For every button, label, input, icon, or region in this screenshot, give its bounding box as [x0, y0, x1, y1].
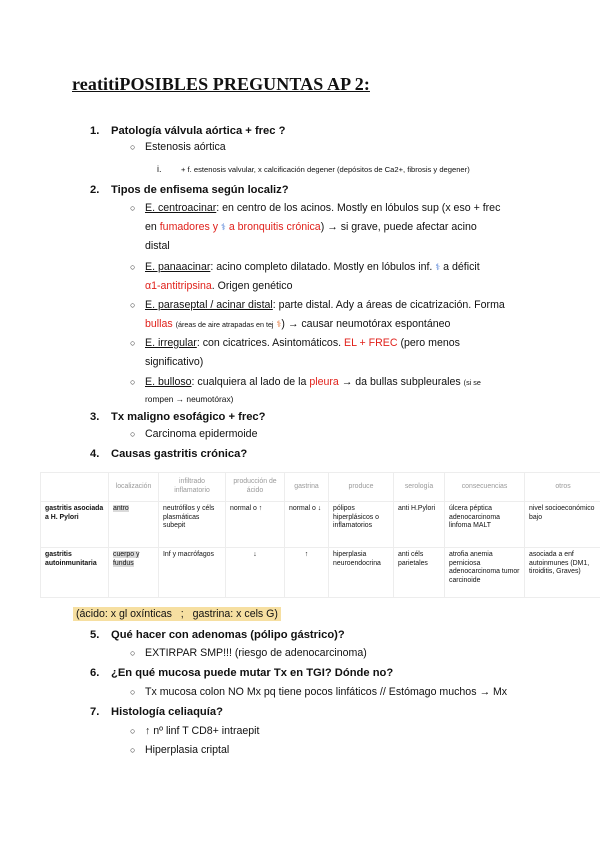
bullet-q7-2: ○ Hiperplasia criptal [130, 744, 230, 756]
table-cell: hiperplasia neuroendocrina [329, 548, 394, 598]
table-header: localización [109, 473, 159, 502]
table-cell: ↑ [285, 548, 329, 598]
highlight-note: (ácido: x gl oxínticas ; gastrina: x cels G) [73, 607, 281, 621]
table-cell: atrofia anemia perniciosa adenocarcinoma tumor carcinoide [445, 548, 525, 598]
lungs-icon: ⚕ [435, 262, 441, 272]
page-title: reatitiPOSIBLES PREGUNTAS AP 2: [72, 74, 370, 94]
table-cell: anti céls parietales [394, 548, 445, 598]
bullet-q3-1: ○ Carcinoma epidermoide [130, 428, 258, 440]
line-paraseptal-2: bullas (áreas de aire atrapadas en tej ⚕) → causar neumotórax espontáneo [145, 318, 451, 330]
table-cell: neutrófilos y céls plasmáticas subepit [159, 502, 226, 548]
table-cell: cuerpo y fundus [109, 548, 159, 598]
table-header: consecuencias [445, 473, 525, 502]
table-header-row [41, 473, 600, 502]
line-centroacinar-3: distal [145, 240, 170, 252]
lungs-icon: ⚕ [220, 222, 226, 232]
line-centroacinar-2: en fumadores y ⚕ a bronquitis crónica) → si grave, puede afectar acino [145, 221, 477, 233]
table-row [41, 502, 600, 548]
table-header: gastrina [285, 473, 329, 502]
bullet-q5-1: ○ EXTIRPAR SMP!!! (riesgo de adenocarcinoma) [130, 647, 367, 659]
subitem-q1: i. + f. estenosis valvular, x calcificación degener (depósitos de Ca2+, fibrosis y degener) [157, 164, 470, 174]
bullet-q6-1: ○ Tx mucosa colon NO Mx pq tiene pocos linfáticos // Estómago muchos → Mx [130, 686, 508, 698]
bullet-bulloso: ○ E. bulloso: cualquiera al lado de la pleura → da bullas subpleurales (si se [130, 376, 481, 388]
question-6: 6. ¿En qué mucosa puede mutar Tx en TGI? Dónde no? [90, 667, 394, 679]
table-cell: nivel socioeconómico bajo [525, 502, 600, 548]
table-cell: pólipos hiperplásicos o inflamatorios [329, 502, 394, 548]
table-header: otros [525, 473, 600, 502]
question-2: 2. Tipos de enfisema según localiz? [90, 184, 289, 196]
table-header: serología [394, 473, 445, 502]
bullet-q7-1: ○ ↑ nº linf T CD8+ intraepit [130, 725, 260, 737]
question-5: 5. Qué hacer con adenomas (pólipo gástrico)? [90, 629, 345, 641]
table-cell: asociada a enf autoinmunes (DM1, tiroiditis, Graves) [525, 548, 600, 598]
bullet-centroacinar: ○ E. centroacinar: en centro de los acinos. Mostly en lóbulos sup (x eso + frec [130, 202, 501, 214]
bullet-q1-1: ○ Estenosis aórtica [130, 141, 226, 153]
table-cell: Inf y macrófagos [159, 548, 226, 598]
gastritis-table [40, 472, 600, 598]
table-row [41, 548, 600, 598]
question-7: 7. Histología celiaquía? [90, 706, 223, 718]
question-1: 1. Patología válvula aórtica + frec ? [90, 125, 286, 137]
table-cell: antro [109, 502, 159, 548]
table-header: infiltrado inflamatorio [159, 473, 226, 502]
bullet-paraseptal: ○ E. paraseptal / acinar distal: parte distal. Ady a áreas de cicatrización. Forma [130, 299, 505, 311]
table-cell: normal o ↓ [285, 502, 329, 548]
question-4: 4. Causas gastritis crónica? [90, 448, 248, 460]
line-panacinar-2: α1-antitripsina. Origen genético [145, 280, 293, 292]
line-irregular-2: significativo) [145, 356, 204, 368]
table-cell: anti H.Pylori [394, 502, 445, 548]
lungs-icon: ⚕ [276, 319, 282, 329]
table-cell: gastritis autoinmunitaria [41, 548, 109, 598]
question-3: 3. Tx maligno esofágico + frec? [90, 411, 266, 423]
table-cell: ↓ [226, 548, 285, 598]
table-cell: gastritis asociada a H. Pylori [41, 502, 109, 548]
bullet-panacinar: ○ E. panaacinar: acino completo dilatado. Mostly en lóbulos inf. ⚕ a déficit [130, 261, 480, 273]
table-header [41, 473, 109, 502]
bullet-irregular: ○ E. irregular: con cicatrices. Asintomáticos. EL + FREC (pero menos [130, 337, 460, 349]
table-cell: normal o ↑ [226, 502, 285, 548]
table-cell: úlcera péptica adenocarcinoma linfoma MALT [445, 502, 525, 548]
line-bulloso-2: rompen → neumotórax) [145, 394, 234, 404]
table-header: produce [329, 473, 394, 502]
table-header: producción de ácido [226, 473, 285, 502]
